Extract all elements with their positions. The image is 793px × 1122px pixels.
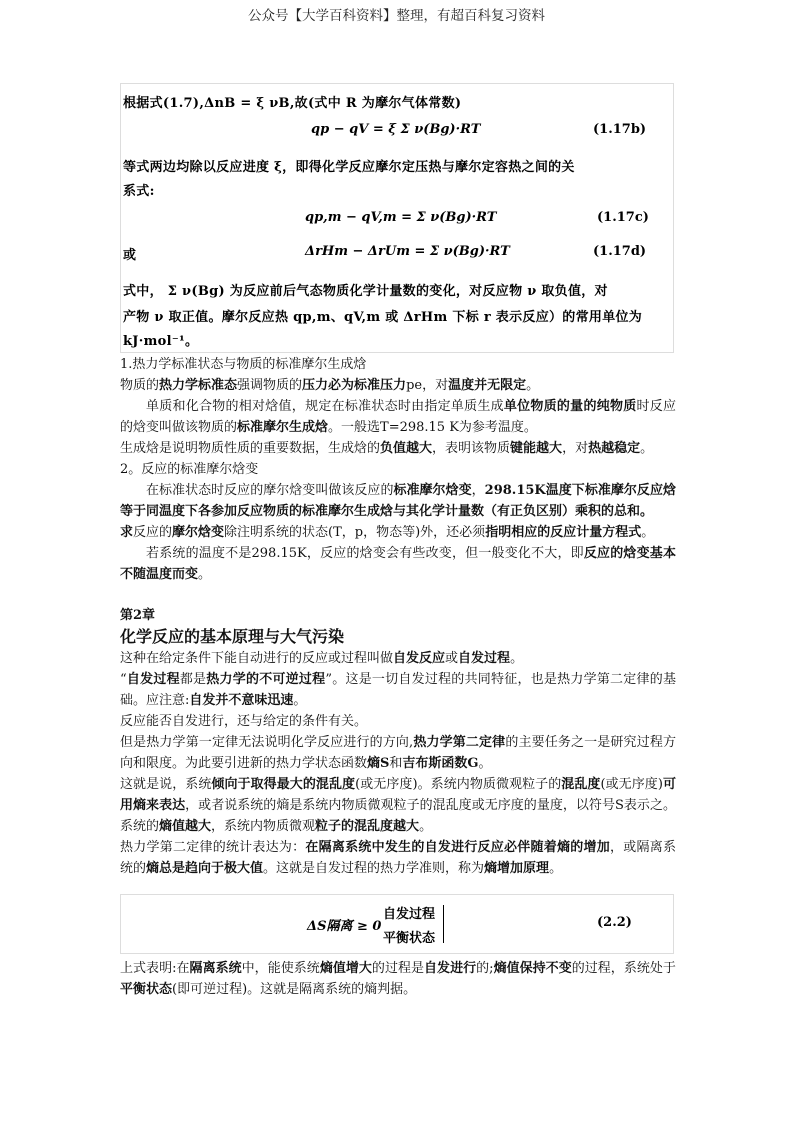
body-text-conclusion — [120, 958, 676, 1000]
scan-line-5: 产物 ν 取正值。摩尔反应热 qp,m、qV,m 或 ΔrHm 下标 r 表示反应）的常用单位为 — [123, 310, 643, 325]
equation-1-17b: qp − qV = ξ Σ ν(Bg)·RT — [311, 122, 481, 137]
para-irreversible: “自发过程都是热力学的不可逆过程”。这是一切自发过程的共同特征，也是热力学第二定律的基础。应注意:自发并不意味迅速。 — [120, 672, 676, 708]
scanned-equation-2-2 — [120, 894, 674, 954]
section-2-title: 2。反应的标准摩尔焓变 — [120, 462, 259, 477]
chapter-label: 第2章 — [120, 608, 156, 623]
equation-tag-1-17b: (1.17b) — [593, 122, 647, 137]
equation-1-17d: ΔrHm − ΔrUm = Σ ν(Bg)·RT — [305, 244, 510, 259]
equation-tag-2-2: (2.2) — [597, 915, 632, 930]
equation-1-17c: qp,m − qV,m = Σ ν(Bg)·RT — [305, 210, 497, 225]
para-spontaneous-reaction: 这种在给定条件下能自动进行的反应或过程叫做自发反应或自发过程。 — [120, 651, 524, 666]
para-temperature-dependence: 若系统的温度不是298.15K，反应的焓变会有些改变，但一般变化不大，即反应的焓变基本不随温度而变。 — [120, 546, 676, 582]
para-entropy-disorder: 这就是说，系统倾向于取得最大的混乱度(或无序度)。系统内物质微观粒子的混乱度(或无序度)可用熵来表达，或者说系统的熵是系统内物质微观粒子的混乱度或无序度的量度，以符号S表示之。系统的熵值越大，系统内物质微观粒子的混乱度越大。 — [120, 777, 676, 834]
scan-line-4: 式中， Σ ν(Bg) 为反应前后气态物质化学计量数的变化，对反应物 ν 取负值，对 — [123, 284, 608, 299]
para-reaction-equation: 求反应的摩尔焓变除注明系统的状态(T，p，物态等)外，还必须指明相应的反应计量方程式。 — [120, 525, 655, 540]
body-text-section-1 — [120, 354, 676, 879]
para-entropy-increase: 热力学第二定律的统计表达为：在隔离系统中发生的自发进行反应必伴随着熵的增加，或隔离系统的熵总是趋向于极大值。这就是自发过程的热力学准则，称为熵增加原理。 — [120, 840, 676, 876]
para-enthalpy-of-formation: 单质和化合物的相对焓值，规定在标准状态时由指定单质生成单位物质的量的纯物质时反应的焓变叫做该物质的标准摩尔生成焓。一般选T=298.15 K为参考温度。 — [120, 399, 676, 435]
condition-equilibrium: 平衡状态 — [383, 931, 436, 946]
equation-tag-1-17d: (1.17d) — [593, 244, 647, 259]
scan-line-6: kJ·mol⁻¹。 — [123, 334, 199, 349]
scan-line-2: 等式两边均除以反应进度 ξ，即得化学反应摩尔定压热与摩尔定容热之间的关 — [123, 160, 575, 175]
condition-brace — [443, 905, 444, 943]
scan-line-1: 根据式(1.7),ΔnB = ξ νB,故(式中 R 为摩尔气体常数) — [123, 96, 462, 111]
scanned-equation-image — [120, 83, 674, 353]
para-standard-reaction-enthalpy: 在标准状态时反应的摩尔焓变叫做该反应的标准摩尔焓变，298.15K温度下标准摩尔反应焓等于同温度下各参加反应物质的标准摩尔生成焓与其化学计量数（有正负区别）乘积的总和。 — [120, 483, 676, 519]
page-header: 公众号【大学百科资料】整理，有超百科复习资料 — [248, 8, 545, 24]
section-1-title: 1.热力学标准状态与物质的标准摩尔生成焓 — [120, 357, 367, 372]
para-conditions: 反应能否自发进行，还与给定的条件有关。 — [120, 714, 368, 729]
entropy-criterion-equation: ΔS隔离 ≥ 0 — [307, 919, 382, 934]
para-formation-enthalpy-meaning: 生成焓是说明物质性质的重要数据，生成焓的负值越大，表明该物质键能越大，对热越稳定。 — [120, 441, 654, 456]
para-entropy-criterion: 上式表明:在隔离系统中，能使系统熵值增大的过程是自发进行的;熵值保持不变的过程，系统处于平衡状态(即可逆过程)。这就是隔离系统的熵判据。 — [120, 961, 676, 997]
para-standard-state: 物质的热力学标准态强调物质的压力必为标准压力pe，对温度并无限定。 — [120, 378, 540, 393]
chapter-title: 化学反应的基本原理与大气污染 — [120, 627, 345, 646]
scan-or: 或 — [123, 248, 137, 263]
para-second-law: 但是热力学第一定律无法说明化学反应进行的方向,热力学第二定律的主要任务之一是研究过程方向和限度。为此要引进新的热力学状态函数熵S和吉布斯函数G。 — [120, 735, 676, 771]
equation-tag-1-17c: (1.17c) — [597, 210, 649, 225]
condition-spontaneous: 自发过程 — [383, 907, 436, 922]
scan-line-3: 系式: — [123, 184, 155, 199]
